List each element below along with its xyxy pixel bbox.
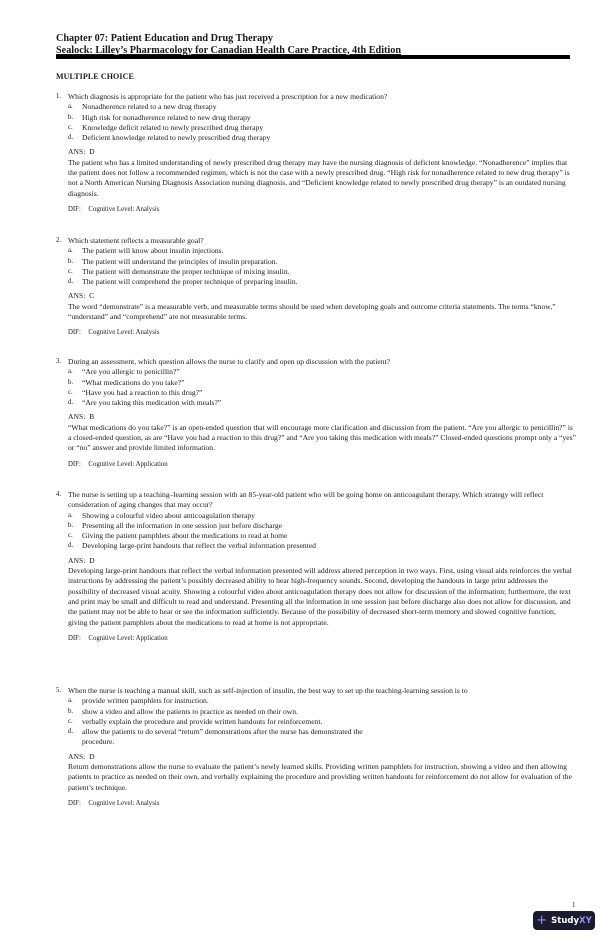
header-divider	[56, 55, 570, 59]
option-b: b. High risk for nonadherence related to new drug therapy	[68, 112, 251, 122]
rationale: Return demonstrations allow the nurse to evaluate the patient’s newly learned skills. Providing written pamphlets for instruction, showing a video and then allowing patients to practice as needed on their own, and verbally explaining the procedure and providing written handouts for reinforcement do not allow for evaluation of the patient’s technique.	[68, 762, 572, 792]
rationale: Developing large-print handouts that reflect the verbal information presented will address altered perception in two ways. First, using visual aids reinforces the verbal instructions by addressing the patient’s possibly decreased ability to hear high-frequency sounds. Second, developing the handouts in large print addresses the possibility of decreased visual acuity. Showing a colourful video about anticoagulation therapy does not allow for discussion of the information; furthermore, the text and print may be small and difficult to read and understand. Presenting all the information in one session just before discharge also does not allow for discussion, and the patient may not be able to hear or see the information sufficiently. Because of the possibility of decreased short-term memory and slowed cognitive function, giving the patient pamphlets about the medications to read at home is not appropriate.	[68, 566, 572, 627]
document-header	[56, 33, 568, 56]
option-c: c. “Have you had a reaction to this drug?”	[68, 387, 203, 397]
question-4	[56, 490, 576, 644]
page-number: 1	[572, 901, 576, 909]
option-b: b. show a video and allow the patients to practice as needed on their own.	[68, 706, 298, 716]
option-c: c. Knowledge deficit related to newly prescribed drug therapy	[68, 122, 264, 132]
answer: ANS: B	[68, 412, 95, 422]
option-c: c. Giving the patient pamphlets about the medications to read at home	[68, 531, 288, 541]
option-d: d. Deficient knowledge related to newly prescribed drug therapy	[68, 133, 271, 143]
answer: ANS: C	[68, 291, 95, 301]
answer: ANS: D	[68, 751, 95, 761]
plus-icon: +	[536, 912, 548, 928]
option-a: a. Showing a colourful video about anticoagulation therapy	[68, 510, 255, 520]
rationale: The word “demonstrate” is a measurable verb, and measurable terms should be used when developing goals and outcome criteria statements. The terms “know,” “understand” and “comprehend” are not measurable terms.	[68, 301, 556, 322]
difficulty: DIF: Cognitive Level: Application	[68, 460, 168, 468]
difficulty: DIF: Cognitive Level: Analysis	[68, 799, 160, 807]
question-number: 5.	[56, 687, 62, 694]
question-stem: The nurse is setting up a teaching–learning session with an 85-year-old patient who will be going home on anticoagulant therapy. Which strategy will reflect consideration of aging changes that may occur?	[68, 490, 544, 510]
question-2	[56, 236, 576, 339]
question-stem: During an assessment, which question allows the nurse to clarify and open up discussion with the patient?	[68, 357, 391, 366]
option-d: d. allow the patients to do several “return” demonstrations after the nurse has demonstrated the procedure.	[68, 727, 363, 747]
rationale: “What medications do you take?” is an open-ended question that will encourage more clarification and discussion from the patient. “Are you allergic to penicillin?” is a closed-ended question, as are “Have you had a reaction to this drug?” and “Are you taking this medication with meals?” Closed-ended questions prompt only a “yes” or “no” answer and provide limited information.	[68, 422, 576, 453]
option-b: b. Presenting all the information in one session just before discharge	[68, 520, 282, 530]
difficulty: DIF: Cognitive Level: Analysis	[68, 329, 160, 337]
option-c: c. verbally explain the procedure and provide written handouts for reinforcement.	[68, 716, 323, 726]
answer: ANS: D	[68, 555, 95, 565]
question-stem: Which diagnosis is appropriate for the patient who has just received a prescription for a new medication?	[68, 92, 388, 101]
chapter-title: Chapter 07: Patient Education and Drug Therapy	[56, 33, 273, 44]
question-5	[56, 686, 576, 809]
section-title: MULTIPLE CHOICE	[56, 72, 134, 81]
question-stem: Which statement reflects a measurable goal?	[68, 236, 204, 245]
option-d: d. Developing large-print handouts that reflect the verbal information presented	[68, 541, 316, 551]
answer-letter: D	[89, 555, 95, 565]
book-title: Sealock: Lilley’s Pharmacology for Canadian Health Care Practice, 4th Edition	[56, 44, 402, 56]
answer-letter: C	[89, 291, 95, 301]
difficulty: DIF: Cognitive Level: Analysis	[68, 205, 160, 213]
question-number: 1.	[56, 93, 62, 100]
difficulty: DIF: Cognitive Level: Application	[68, 634, 168, 642]
option-d: d. “Are you taking this medication with meals?”	[68, 398, 222, 408]
option-b: b. The patient will understand the principles of insulin preparation.	[68, 256, 278, 266]
brand-name: StudyXY	[551, 915, 592, 926]
question-number: 3.	[56, 358, 62, 365]
question-number: 2.	[56, 237, 62, 244]
option-d: d. The patient will comprehend the proper technique of preparing insulin.	[68, 277, 298, 287]
option-a: a. Nonadherence related to a new drug therapy	[68, 102, 217, 112]
answer-letter: B	[89, 412, 95, 422]
option-c: c. The patient will demonstrate the proper technique of mixing insulin.	[68, 266, 290, 276]
question-stem: When the nurse is teaching a manual skill, such as self-injection of insulin, the best way to set up the teaching-learning session is to	[68, 686, 468, 695]
option-a: a. “Are you allergic to penicillin?”	[68, 367, 180, 377]
question-3	[56, 357, 576, 470]
studyxy-badge[interactable]	[533, 911, 595, 930]
rationale: The patient who has a limited understanding of newly prescribed drug therapy may have the nursing diagnosis of deficient knowledge. “Nonadherence” implies that the patient does not follow a recommended regimen, which is not the case with a newly prescribed drug. “High risk for nonadherence related to new drug therapy” is not a North American Nursing Diagnosis Association nursing diagnosis, and “Deficient knowledge related to newly prescribed drug therapy” is an outdated nursing diagnosis.	[68, 157, 570, 198]
answer-letter: D	[89, 751, 95, 761]
option-b: b. “What medications do you take?”	[68, 377, 185, 387]
question-1	[56, 92, 576, 215]
question-number: 4.	[56, 491, 62, 498]
option-a: a. The patient will know about insulin injections.	[68, 246, 224, 256]
option-a: a. provide written pamphlets for instruction.	[68, 696, 209, 706]
answer: ANS: D	[68, 147, 95, 157]
answer-letter: D	[89, 147, 95, 157]
